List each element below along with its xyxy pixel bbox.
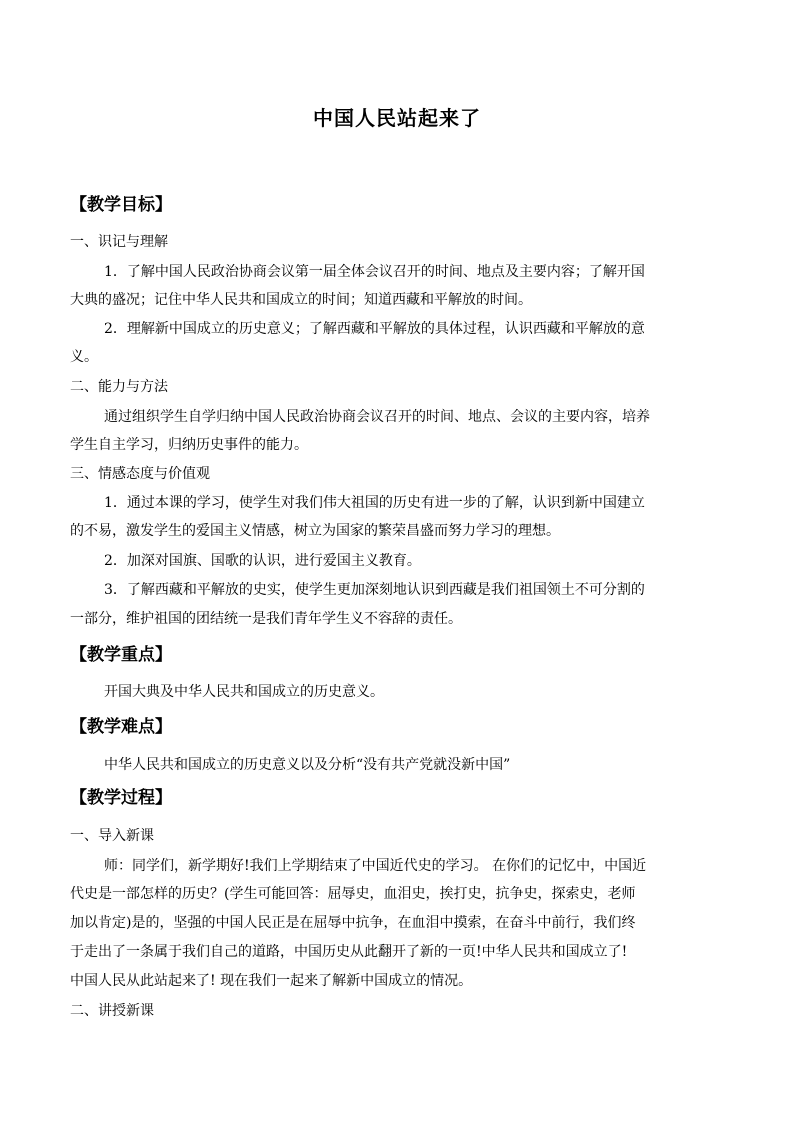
subheading-ability: 二、能力与方法 (70, 379, 168, 395)
paragraph-line: 1．了解中国人民政治协商会议第一届全体会议召开的时间、地点及主要内容；了解开国 (104, 264, 645, 280)
subheading-emotion: 三、情感态度与价值观 (70, 466, 210, 482)
section-heading-difficulty: 【教学难点】 (70, 717, 172, 737)
subheading-lecture: 二、讲授新课 (70, 1003, 154, 1019)
paragraph-line: 义。 (70, 349, 98, 365)
paragraph-line: 加以肯定)是的，坚强的中国人民正是在屈辱中抗争，在血泪中摸索，在奋斗中前行，我们终 (70, 915, 636, 931)
paragraph-line: 大典的盛况；记住中华人民共和国成立的时间；知道西藏和平解放的时间。 (70, 292, 532, 308)
paragraph-line: 于走出了一条属于我们自己的道路，中国历史从此翻开了新的一页!中华人民共和国成立了! (70, 944, 628, 960)
paragraph-line: 2．理解新中国成立的历史意义；了解西藏和平解放的具体过程，认识西藏和平解放的意 (104, 321, 645, 337)
paragraph-line: 2．加深对国旗、国歌的认识，进行爱国主义教育。 (104, 553, 421, 569)
paragraph-line: 中国人民从此站起来了! 现在我们一起来了解新中国成立的情况。 (70, 973, 473, 989)
paragraph-line: 学生自主学习，归纳历史事件的能力。 (70, 437, 308, 453)
paragraph-line: 的不易，激发学生的爱国主义情感，树立为国家的繁荣昌盛而努力学习的理想。 (70, 523, 560, 539)
section-heading-goals: 【教学目标】 (70, 195, 172, 215)
section-heading-key: 【教学重点】 (70, 645, 172, 665)
paragraph-line: 3．了解西藏和平解放的史实，使学生更加深刻地认识到西藏是我们祖国领土不可分割的 (104, 582, 645, 598)
subheading-recall: 一、识记与理解 (70, 234, 168, 250)
subheading-intro: 一、导入新课 (70, 828, 154, 844)
paragraph-line: 1．通过本课的学习，使学生对我们伟大祖国的历史有进一步的了解，认识到新中国建立 (104, 495, 645, 511)
page-title: 中国人民站起来了 (313, 106, 481, 130)
paragraph-line: 开国大典及中华人民共和国成立的历史意义。 (104, 684, 384, 700)
section-heading-process: 【教学过程】 (70, 788, 172, 808)
paragraph-line: 通过组织学生自学归纳中国人民政治协商会议召开的时间、地点、会议的主要内容，培养 (104, 409, 650, 425)
paragraph-line: 师：同学们，新学期好!我们上学期结束了中国近代史的学习。 在你们的记忆中，中国近 (104, 858, 647, 874)
paragraph-line: 中华人民共和国成立的历史意义以及分析“没有共产党就没新中国” (104, 757, 511, 773)
paragraph-line: 一部分，维护祖国的团结统一是我们青年学生义不容辞的责任。 (70, 611, 462, 627)
paragraph-line: 代史是一部怎样的历史？(学生可能回答：屈辱史，血泪史，挨打史，抗争史，探索史，老师 (70, 886, 636, 902)
